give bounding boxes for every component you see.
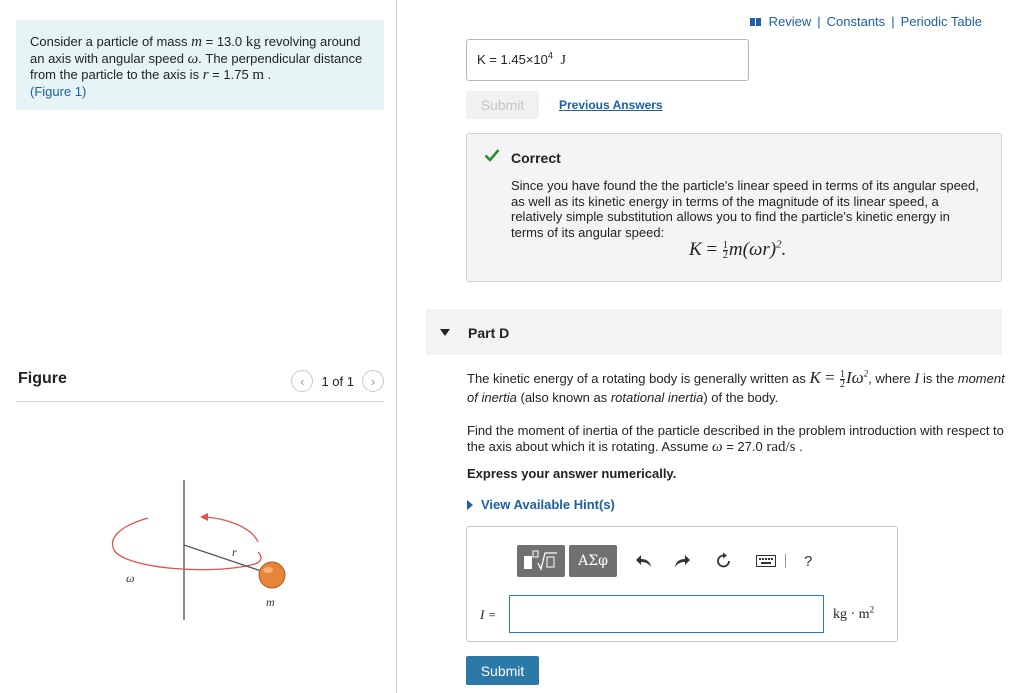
answer-instruction: Express your answer numerically. <box>467 466 677 481</box>
previous-answers-link[interactable]: Previous Answers <box>559 98 663 112</box>
toolbar-separator <box>785 554 786 568</box>
expand-caret-icon <box>467 500 473 510</box>
particle-mass <box>259 562 285 588</box>
greek-symbols-button[interactable]: ΑΣφ <box>569 545 617 577</box>
template-icon <box>523 550 559 572</box>
prev-figure-button[interactable]: ‹ <box>291 370 313 392</box>
omega-unit: rad/s <box>766 439 796 455</box>
part-d-header[interactable] <box>426 309 1002 355</box>
figure-title: Figure <box>18 370 67 387</box>
orbit-arrow <box>200 513 208 521</box>
mass-value: 13.0 <box>216 34 243 49</box>
book-icon <box>750 18 761 26</box>
var-omega: ω <box>187 50 199 67</box>
review-link[interactable]: Review <box>768 14 812 29</box>
answer-input[interactable] <box>509 595 824 633</box>
top-links: Review | Constants | Periodic Table <box>750 14 982 29</box>
part-d-question: Find the moment of inertia of the particle described in the problem introduction with respect to the axis about which it is rotating. Assume ω = 27.0 rad/s . <box>467 423 1004 455</box>
previous-answer-value: 1.45×10 <box>500 52 548 67</box>
periodic-table-link[interactable]: Periodic Table <box>900 14 982 29</box>
pager-count: 1 of 1 <box>321 373 354 389</box>
answer-editor <box>466 526 898 642</box>
figure-diagram <box>100 470 300 630</box>
kinetic-energy-formula: K = $\frac{1}{2}$ $m(\omega r)^2$. <box>689 238 787 262</box>
template-button[interactable] <box>517 545 565 577</box>
next-figure-button[interactable]: › <box>362 370 384 392</box>
label-omega: ω <box>126 571 135 585</box>
correct-title: Correct <box>511 150 561 166</box>
label-r: r <box>232 545 237 559</box>
orbit-path-top <box>202 517 258 542</box>
previous-answer-unit: J <box>560 53 566 68</box>
help-button[interactable]: ? <box>804 552 813 570</box>
correct-feedback <box>466 133 1002 282</box>
figure-pager <box>291 370 384 392</box>
collapse-caret-icon <box>440 329 450 336</box>
redo-icon[interactable] <box>671 550 693 572</box>
reset-icon[interactable] <box>713 550 735 572</box>
answer-variable-label: I = <box>480 607 497 622</box>
r-value: 1.75 <box>223 67 249 82</box>
figure-link[interactable]: (Figure 1) <box>30 83 87 99</box>
r-unit: m <box>252 67 264 83</box>
answer-unit: kg · $m^2$ <box>833 604 875 622</box>
view-hints-toggle[interactable] <box>467 497 615 512</box>
var-m: m <box>191 34 202 50</box>
submit-button[interactable]: Submit <box>466 656 539 685</box>
part-d-title: Part D <box>468 325 510 341</box>
column-divider <box>396 0 397 693</box>
figure-header <box>16 362 384 402</box>
keyboard-icon[interactable] <box>755 550 777 572</box>
submit-button-disabled[interactable]: Submit <box>466 91 539 119</box>
checkmark-icon <box>484 148 500 162</box>
mass-highlight <box>263 567 273 573</box>
problem-intro: Consider a particle of mass m = 13.0 kg revolving around an axis with angular speed ω. The perpendicular distance from the particle to the axis is r = 1.75 m . (Figure 1) <box>16 20 384 110</box>
hint-label: View Available Hint(s) <box>481 497 615 512</box>
previous-answer-box: $K = 1.45\times 10^4$ J <box>466 39 749 81</box>
math-toolbar <box>517 545 812 577</box>
mass-unit: kg <box>245 34 261 50</box>
var-r: r <box>202 67 209 83</box>
undo-icon[interactable] <box>633 550 655 572</box>
ke-rotational-formula: K = $\frac{1}{2}$ $I\omega^2$ <box>809 368 869 390</box>
constants-link[interactable]: Constants <box>826 14 886 29</box>
correct-explanation: Since you have found the the particle's linear speed in terms of its angular speed, as well as its kinetic energy in terms of the magnitude of its linear speed, a relatively simple substitution allows you to find the particle's kinetic energy in terms of its angular speed: <box>511 178 979 240</box>
label-m: m <box>266 595 275 609</box>
omega-value: 27.0 <box>737 439 763 454</box>
part-d-description: The kinetic energy of a rotating body is generally written as K = $\frac{1}{2}$ $I\omega^2$, where I is the moment of inertia (also known as rotational inertia) of the body. <box>467 368 1005 405</box>
